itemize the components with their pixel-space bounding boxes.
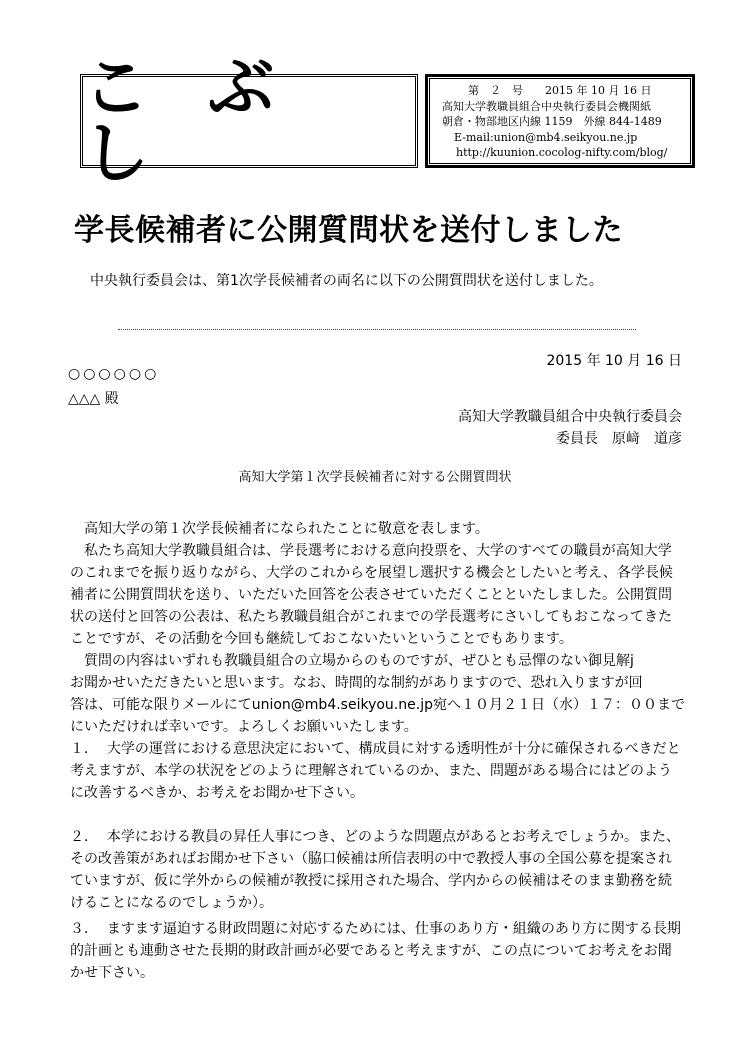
question-line: 考えますが、本学の状況をどのように理解されているのか、また、問題がある場合にはどのよう <box>70 763 672 779</box>
masthead-publisher: 高知大学教職員組合中央執行委員会機関紙 <box>442 99 651 113</box>
lead-text: 中央執行委員会は、第1次学長候補者の両名に以下の公開質問状を送付しました。 <box>90 273 603 289</box>
letter-date: 2015 年 10 月 16 日 <box>546 353 682 369</box>
question-line: けることになるのでしょうか）。 <box>70 895 273 911</box>
intro-line: のこれまでを振り返りながら、大学のこれからを展望し選択する機会としたいと考え、各学長候 <box>70 565 673 581</box>
intro-line: にいただければ幸いです。よろしくお願いいたします。 <box>70 719 418 735</box>
question-line: に改善するべきか、お考えをお聞かせ下さい。 <box>70 785 364 801</box>
sender-organization: 高知大学教職員組合中央執行委員会 <box>458 409 682 425</box>
intro-paragraph <box>70 518 690 738</box>
addressee-honorific: △△△ 殿 <box>68 391 119 407</box>
question-line: ていますが、仮に学外からの候補が教授に採用された場合、学内からの候補はそのまま勤務を続 <box>70 873 672 889</box>
masthead-issue: 第 ２ 号 2015 年 10 月 16 日 <box>468 84 652 97</box>
letter-title: 高知大学第１次学長候補者に対する公開質問状 <box>238 470 512 485</box>
intro-line: 状の送付と回答の公表は、私たち教職員組合がこれまでの学長選考にさいしてもおこなってきた <box>70 609 672 625</box>
question-line: その改善策があればお聞かせ下さい（脇口候補は所信表明の中で教授人事の全国公募を提案され <box>70 851 672 867</box>
headline: 学長候補者に公開質問状を送付しました <box>74 213 623 248</box>
intro-line: 答は、可能な限りメールにてunion@mb4.seikyou.ne.jp宛へ１０月２１日（水）１７：００まで <box>70 697 685 713</box>
question-line: １． 大学の運営における意思決定において、構成員に対する透明性が十分に確保されるべきだと <box>70 741 681 757</box>
intro-line: 補者に公開質問状を送り、いただいた回答を公表させていただくことといたしました。公開質問 <box>70 587 672 603</box>
masthead-title-box <box>80 49 418 192</box>
question-3 <box>70 918 690 984</box>
dotted-divider <box>118 329 636 330</box>
intro-line: 私たち高知大学教職員組合は、学長選考における意向投票を、大学のすべての職員が高知大学 <box>70 543 672 559</box>
addressee-name: ○○○○○○ <box>68 366 160 382</box>
question-line: ３． ますます逼迫する財政問題に対応するためには、仕事のあり方・組織のあり方に関する長期 <box>70 921 681 937</box>
question-2 <box>70 826 690 914</box>
intro-line: 質問の内容はいずれも教職員組合の立場からのものですが、ぜひとも忌憚のない御見解j <box>70 653 634 669</box>
intro-line: ことですが、その活動を今回も継続しておこないたいということでもあります。 <box>70 631 573 647</box>
sender-name: 委員長 原﨑 道彦 <box>556 431 682 447</box>
question-1 <box>70 738 690 804</box>
masthead-url: http://kuunion.cocolog-nifty.com/blog/ <box>456 146 668 159</box>
question-line: ２． 本学における教員の昇任人事につき、どのような問題点があるとお考えでしょうか。また、 <box>70 829 681 845</box>
masthead-title: こ ぶ し <box>83 49 292 192</box>
question-line: 的計画とも連動させた長期的財政計画が必要であると考えますが、この点についてお考えをお聞 <box>70 943 672 959</box>
intro-line: 高知大学の第１次学長候補者になられたことに敬意を表します。 <box>70 521 489 537</box>
masthead-info-box <box>425 74 695 168</box>
masthead-phone: 朝倉・物部地区内線 1159 外線 844-1489 <box>442 115 662 128</box>
question-line: かせ下さい。 <box>70 965 154 981</box>
intro-line: お聞かせいただきたいと思います。なお、時間的な制約がありますので、恐れ入りますが回 <box>70 675 643 691</box>
masthead-email: E-mail:union@mb4.seikyou.ne.jp <box>454 130 638 144</box>
